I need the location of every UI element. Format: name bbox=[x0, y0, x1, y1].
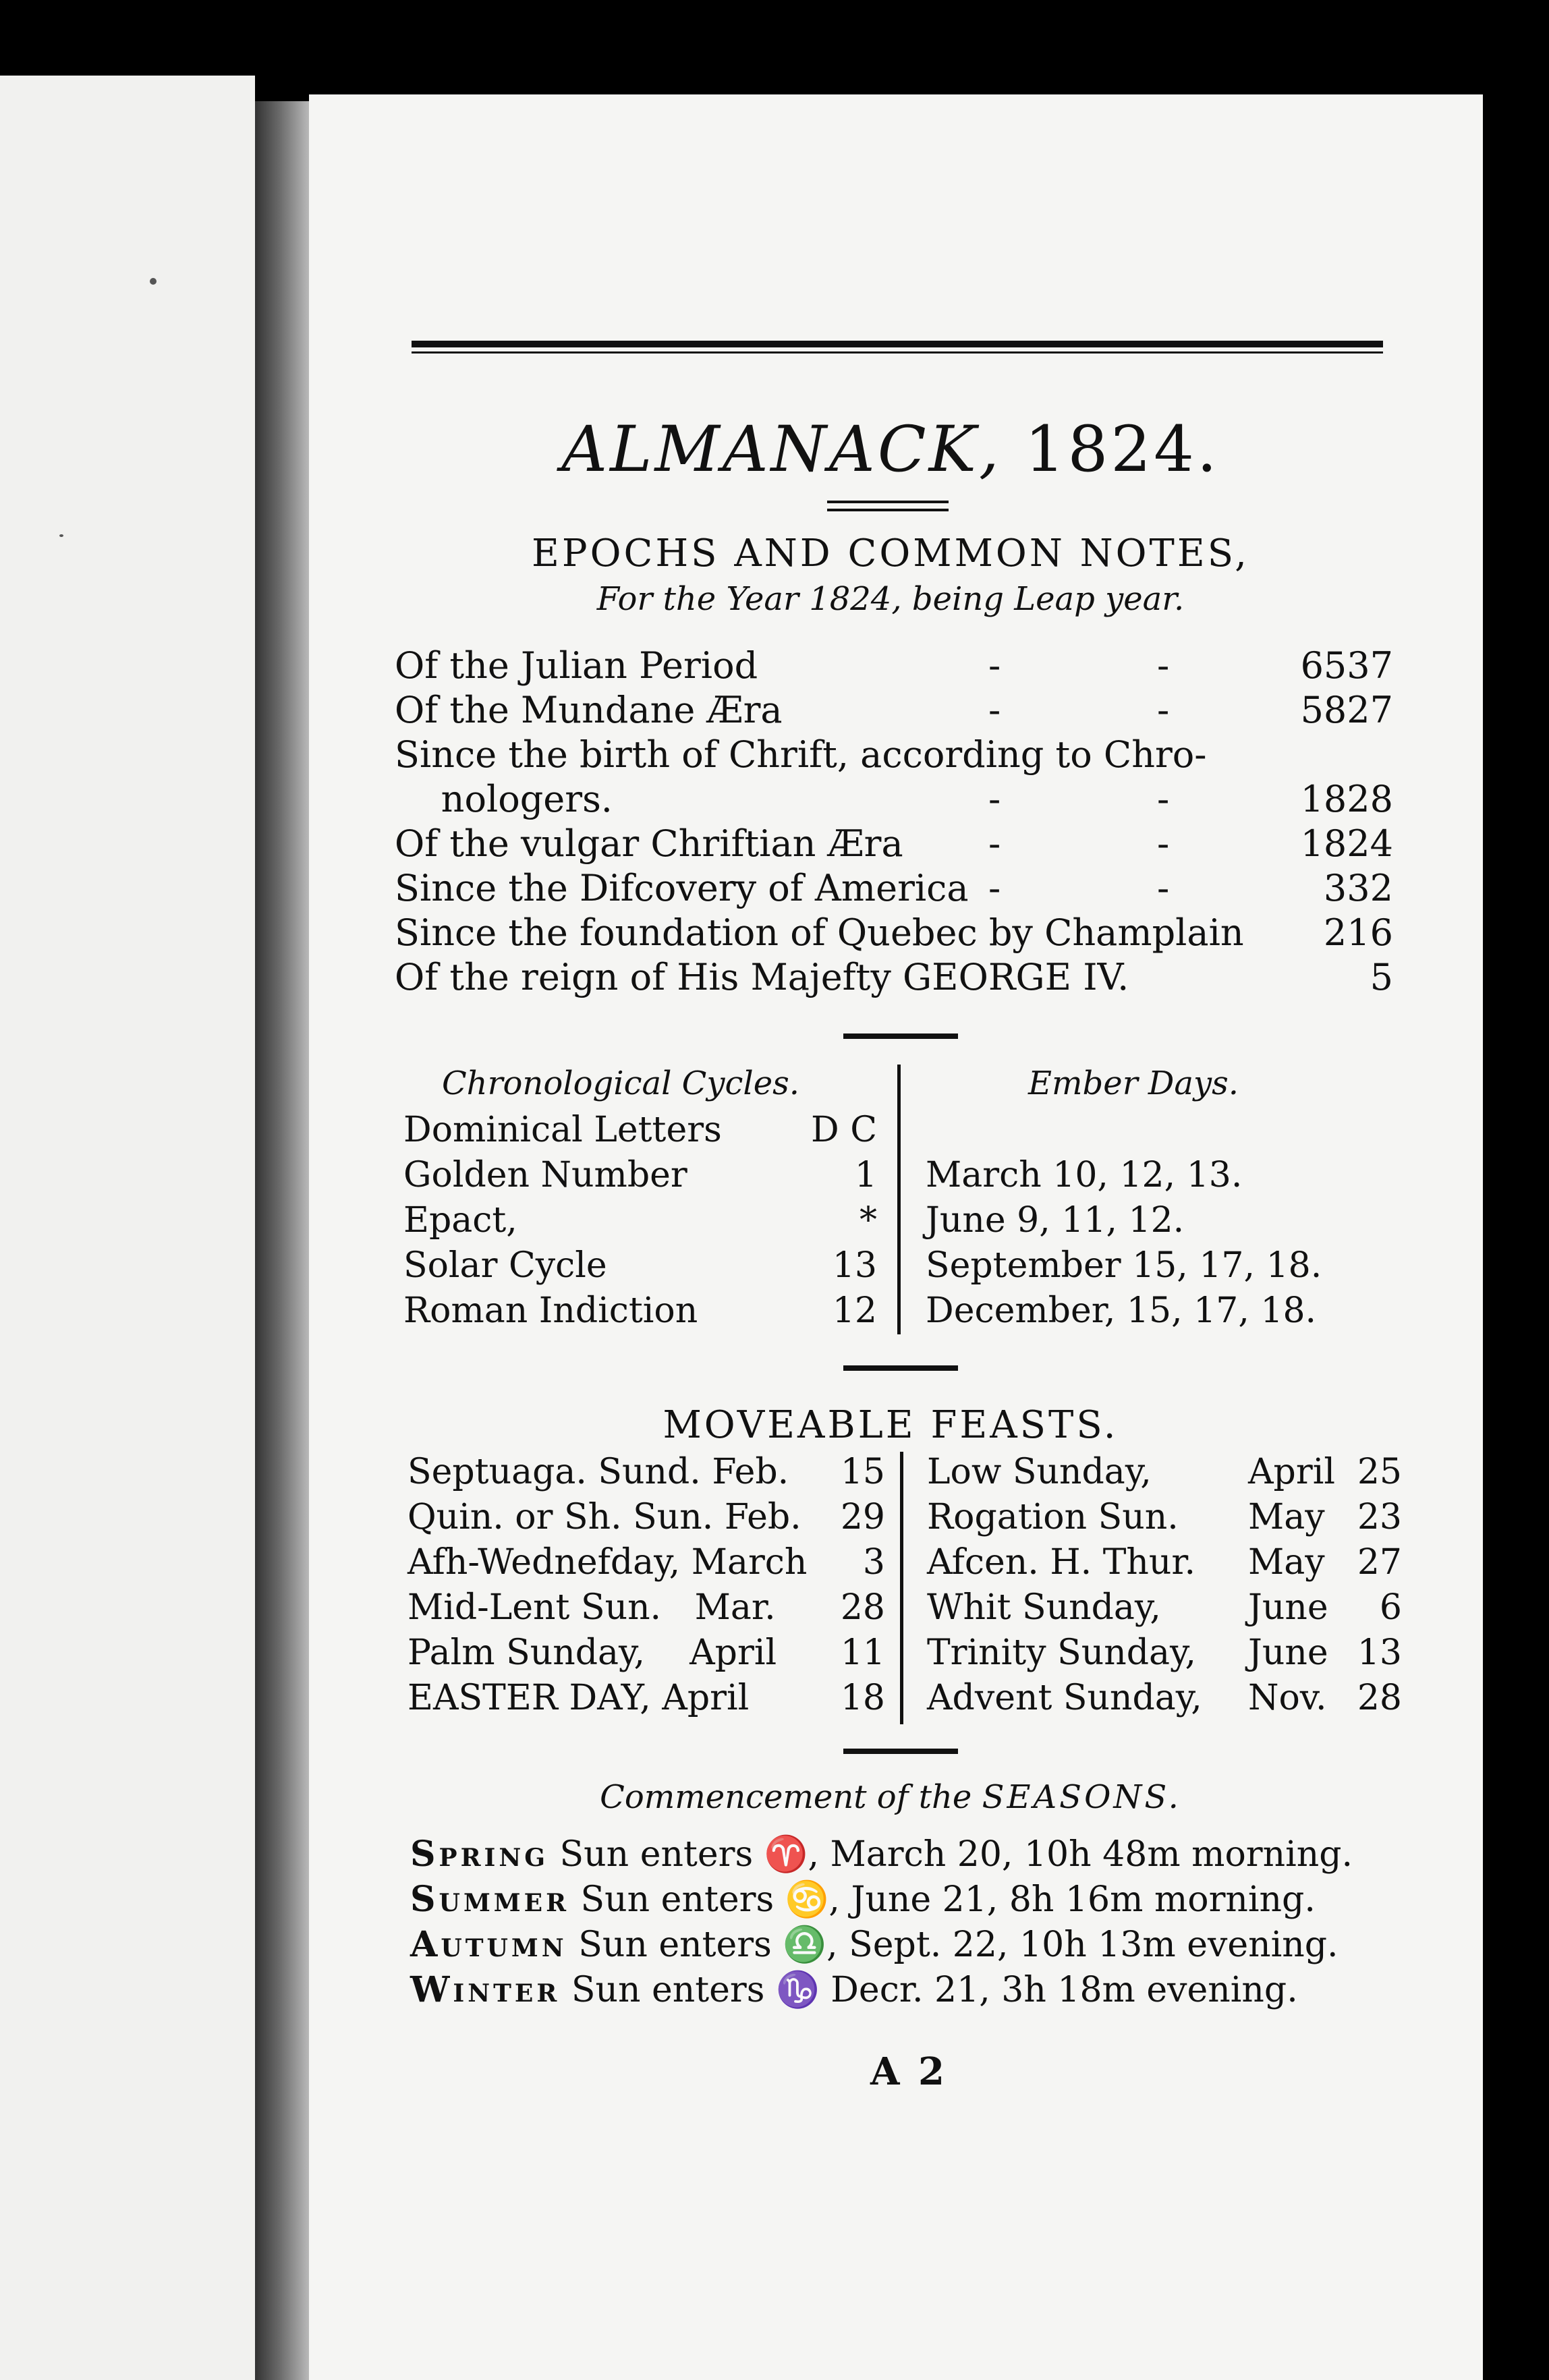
season-row bbox=[410, 1969, 1409, 2010]
epoch-value: 6537 bbox=[1300, 644, 1393, 687]
feast-left-label: Palm Sunday, April bbox=[407, 1633, 777, 1673]
epoch-dash: - bbox=[1157, 867, 1170, 909]
feast-right-value: 13 bbox=[1357, 1633, 1402, 1673]
epochs-subheading: For the Year 1824, being Leap year. bbox=[596, 580, 1185, 618]
season-name: Autumn bbox=[410, 1924, 567, 1965]
feast-right-month: April bbox=[1248, 1452, 1335, 1492]
season-name: Spring bbox=[410, 1834, 549, 1875]
epoch-row bbox=[395, 733, 1393, 778]
epoch-label: Since the foundation of Quebec by Champlain bbox=[395, 911, 1244, 954]
cycles-divider bbox=[897, 1065, 901, 1334]
feast-right-label: Whit Sunday, bbox=[927, 1587, 1161, 1628]
cycle-value: D C bbox=[810, 1110, 877, 1150]
season-row bbox=[410, 1834, 1409, 1875]
feast-right-month: May bbox=[1248, 1497, 1325, 1537]
cycle-value: 1 bbox=[854, 1155, 877, 1195]
season-text: Sun enters ♎, Sept. 22, 10h 13m evening. bbox=[567, 1925, 1339, 1965]
ember-row: June 9, 11, 12. bbox=[926, 1200, 1185, 1241]
feast-left-value: 29 bbox=[840, 1497, 885, 1537]
epoch-dash: - bbox=[1157, 644, 1170, 687]
epoch-label: nologers. bbox=[395, 778, 613, 820]
feast-left-value: 3 bbox=[862, 1542, 885, 1583]
feast-left-value: 11 bbox=[840, 1633, 885, 1673]
ember-row: March 10, 12, 13. bbox=[926, 1155, 1243, 1195]
feast-right-month: June bbox=[1248, 1587, 1328, 1628]
epoch-dash: - bbox=[1157, 822, 1170, 865]
epoch-row bbox=[395, 822, 1393, 867]
epoch-value: 332 bbox=[1323, 867, 1393, 909]
seasons-heading-pre: Commencement of the bbox=[600, 1778, 972, 1816]
epochs-heading: EPOCHS AND COMMON NOTES, bbox=[532, 532, 1249, 575]
feast-right-month: June bbox=[1248, 1633, 1328, 1673]
season-text: Sun enters ♋, June 21, 8h 16m morning. bbox=[569, 1879, 1316, 1920]
epoch-value: 5 bbox=[1370, 956, 1393, 998]
epoch-dash: - bbox=[988, 867, 1001, 909]
feast-right-label: Low Sunday, bbox=[927, 1452, 1152, 1492]
cycle-label: Epact, bbox=[403, 1200, 517, 1241]
epoch-row bbox=[395, 956, 1393, 1000]
feasts-divider bbox=[900, 1452, 903, 1724]
title-main: ALMANACK, bbox=[561, 413, 1002, 486]
epoch-dash: - bbox=[1157, 689, 1170, 731]
seasons-heading bbox=[405, 1778, 1376, 1816]
epoch-row bbox=[395, 689, 1393, 733]
book-gutter bbox=[255, 101, 309, 2380]
cycle-value: 12 bbox=[832, 1291, 877, 1331]
feast-left-value: 28 bbox=[840, 1587, 885, 1628]
feast-right-month: Nov. bbox=[1248, 1678, 1327, 1718]
feast-left-label: Septuaga. Sund. Feb. bbox=[407, 1452, 789, 1492]
season-row bbox=[410, 1924, 1409, 1965]
season-name: Summer bbox=[410, 1879, 570, 1920]
feast-left-value: 18 bbox=[840, 1678, 885, 1718]
season-text: Sun enters ♑ Decr. 21, 3h 18m evening. bbox=[560, 1970, 1298, 2010]
feast-right-label: Advent Sunday, bbox=[927, 1678, 1202, 1718]
epoch-dash: - bbox=[988, 644, 1001, 687]
title-underline bbox=[827, 501, 949, 503]
feast-left-label: Afh-Wednefday, March bbox=[407, 1542, 808, 1583]
season-row bbox=[410, 1879, 1409, 1920]
epoch-row bbox=[395, 867, 1393, 911]
epoch-value: 5827 bbox=[1300, 689, 1393, 731]
epoch-label: Since the Difcovery of America bbox=[395, 867, 969, 909]
epoch-dash: - bbox=[988, 778, 1001, 820]
cycle-label: Solar Cycle bbox=[403, 1245, 607, 1286]
epoch-dash: - bbox=[988, 689, 1001, 731]
feast-right-month: May bbox=[1248, 1542, 1325, 1583]
feast-right-value: 6 bbox=[1379, 1587, 1402, 1628]
section-separator bbox=[843, 1749, 958, 1754]
seasons-heading-post: SEASONS. bbox=[982, 1778, 1181, 1816]
feasts-heading: MOVEABLE FEASTS. bbox=[663, 1403, 1119, 1447]
ink-speck bbox=[59, 534, 63, 537]
epoch-label: Of the Julian Period bbox=[395, 644, 758, 687]
cycles-heading: Chronological Cycles. bbox=[441, 1065, 800, 1102]
feast-left-label: Mid-Lent Sun. Mar. bbox=[407, 1587, 776, 1628]
feast-right-value: 23 bbox=[1357, 1497, 1402, 1537]
epoch-row bbox=[395, 911, 1393, 956]
epoch-value: 1824 bbox=[1300, 822, 1393, 865]
epoch-dash: - bbox=[1157, 778, 1170, 820]
section-separator bbox=[843, 1365, 958, 1371]
feast-left-label: EASTER DAY, April bbox=[407, 1678, 750, 1718]
epoch-row bbox=[395, 644, 1393, 689]
cycle-label: Dominical Letters bbox=[403, 1110, 722, 1150]
left-page bbox=[0, 76, 255, 2380]
ember-row: December, 15, 17, 18. bbox=[926, 1291, 1317, 1331]
cycle-value: * bbox=[860, 1200, 877, 1241]
signature-mark: A 2 bbox=[870, 2049, 947, 2094]
cycle-value: 13 bbox=[832, 1245, 877, 1286]
season-name: Winter bbox=[410, 1969, 561, 2010]
epoch-label: Of the vulgar Chriftian Æra bbox=[395, 822, 903, 865]
title-underline bbox=[827, 509, 949, 511]
epoch-value: 216 bbox=[1323, 911, 1393, 954]
cycle-label: Roman Indiction bbox=[403, 1291, 698, 1331]
feast-right-value: 28 bbox=[1357, 1678, 1402, 1718]
epoch-dash: - bbox=[988, 822, 1001, 865]
top-rule bbox=[412, 341, 1383, 357]
epoch-value: 1828 bbox=[1300, 778, 1393, 820]
epoch-label: Of the reign of His Majefty GEORGE IV. bbox=[395, 956, 1129, 998]
season-text: Sun enters ♈, March 20, 10h 48m morning. bbox=[548, 1834, 1353, 1875]
ink-speck bbox=[150, 278, 157, 285]
feast-right-value: 25 bbox=[1357, 1452, 1402, 1492]
epoch-row bbox=[395, 778, 1393, 822]
feast-right-value: 27 bbox=[1357, 1542, 1402, 1583]
feast-left-value: 15 bbox=[840, 1452, 885, 1492]
section-separator bbox=[843, 1033, 958, 1039]
feast-right-label: Rogation Sun. bbox=[927, 1497, 1179, 1537]
title-year: 1824. bbox=[1024, 413, 1220, 486]
ember-heading: Ember Days. bbox=[1028, 1065, 1239, 1102]
ember-row: September 15, 17, 18. bbox=[926, 1245, 1322, 1286]
page-title bbox=[405, 413, 1376, 486]
feast-right-label: Trinity Sunday, bbox=[927, 1633, 1196, 1673]
feast-right-label: Afcen. H. Thur. bbox=[927, 1542, 1196, 1583]
epoch-label: Since the birth of Chrift, according to Chro- bbox=[395, 733, 1207, 776]
feast-left-label: Quin. or Sh. Sun. Feb. bbox=[407, 1497, 801, 1537]
cycle-label: Golden Number bbox=[403, 1155, 687, 1195]
epoch-label: Of the Mundane Æra bbox=[395, 689, 783, 731]
